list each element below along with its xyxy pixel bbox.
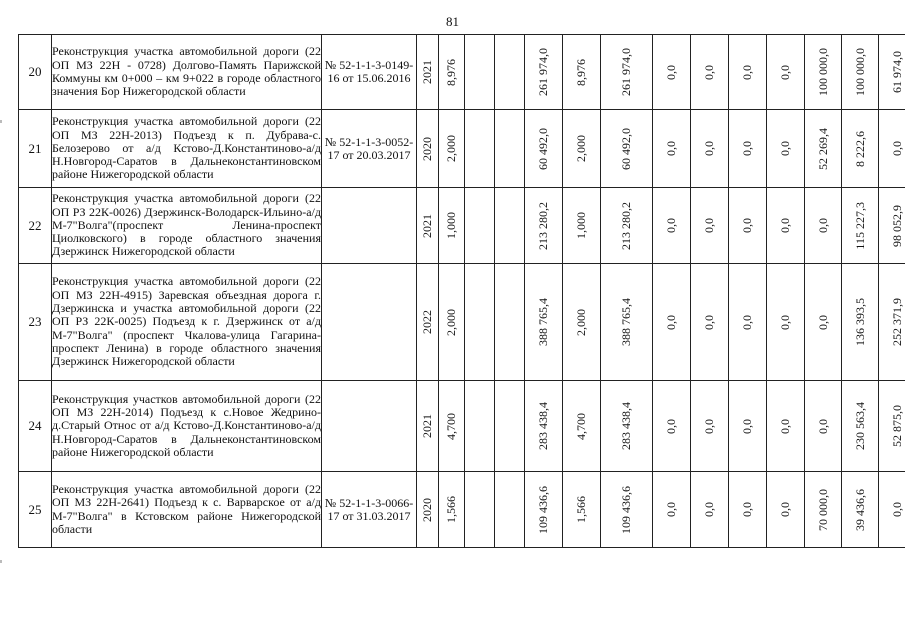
object-name-cell: Реконструкция участка автомобильной дороги (22 ОП МЗ 22Н-4915) Заревская объездная дорога г. Дзержинска и участка автомобильной дороги (22 ОП РЗ 22К-0025) Подъезд к г. Дзержинск от а/д М-7"Волга" (проспект Чкалова-улица Гагарина-проспект Ленина) в городе областного значения Дзержинск Нижегородской области — [52, 264, 322, 381]
empty-cell-cell — [465, 188, 495, 264]
funding-value-cell — [805, 264, 842, 381]
scan-edge-mark — [0, 120, 2, 123]
commissioning-year-cell — [417, 188, 439, 264]
funding-value-cell — [729, 264, 767, 381]
period-total-cost: 60 492,0 — [619, 127, 633, 170]
length-km: 1,566 — [444, 496, 458, 523]
funding-value-cell — [842, 264, 879, 381]
total-cost: 261 974,0 — [536, 48, 550, 96]
funding-value-cell — [842, 110, 879, 188]
commissioning-year: 2021 — [420, 414, 434, 438]
commissioning-year: 2021 — [420, 60, 434, 84]
total-cost: 388 765,4 — [536, 298, 550, 346]
expertise-document-cell — [322, 381, 417, 472]
funding-value-cell — [729, 381, 767, 472]
period-total-cost-cell — [601, 110, 653, 188]
period-length-km: 2,000 — [574, 135, 588, 162]
funding-value-cell — [729, 110, 767, 188]
funding-value: 0,0 — [664, 502, 678, 517]
row-number-cell: 20 — [19, 35, 52, 110]
period-length-km-cell — [563, 381, 601, 472]
funding-value-cell — [805, 381, 842, 472]
length-km: 1,000 — [444, 212, 458, 239]
funding-value-cell — [879, 264, 905, 381]
period-length-km-cell — [563, 264, 601, 381]
empty-cell-cell — [465, 110, 495, 188]
period-length-km-cell — [563, 35, 601, 110]
total-cost-cell — [525, 35, 563, 110]
funding-value-cell — [729, 35, 767, 110]
funding-value: 0,0 — [702, 418, 716, 434]
empty-cell-cell — [495, 110, 525, 188]
funding-value-cell — [691, 381, 729, 472]
funding-value: 0,0 — [815, 314, 830, 330]
period-total-cost: 213 280,2 — [619, 201, 633, 250]
empty-cell-cell — [495, 264, 525, 381]
funding-value: 0,0 — [740, 64, 754, 80]
funding-value: 52 269,4 — [815, 127, 830, 170]
period-total-cost: 261 974,0 — [619, 48, 633, 96]
funding-value: 0,0 — [740, 418, 754, 434]
period-total-cost-cell — [601, 472, 653, 548]
funding-value: 8 222,6 — [852, 130, 867, 167]
empty-cell-cell — [465, 381, 495, 472]
length-km: 2,000 — [444, 308, 458, 336]
commissioning-year-cell — [417, 35, 439, 110]
funding-value: 0,0 — [778, 141, 792, 156]
funding-value: 0,0 — [740, 141, 754, 156]
table-row — [19, 472, 905, 548]
funding-value-cell — [767, 381, 805, 472]
funding-value: 0,0 — [889, 502, 904, 517]
funding-value-cell — [767, 188, 805, 264]
funding-value: 0,0 — [815, 418, 830, 434]
funding-value: 0,0 — [778, 218, 792, 233]
funding-value: 52 875,0 — [889, 405, 904, 447]
funding-value: 0,0 — [778, 314, 792, 330]
empty-cell-cell — [465, 472, 495, 548]
funding-value: 0,0 — [702, 502, 716, 517]
funding-value: 0,0 — [664, 64, 678, 80]
funding-value: 0,0 — [740, 502, 754, 517]
period-length-km: 4,700 — [574, 412, 588, 440]
length-km-cell — [439, 472, 465, 548]
funding-value: 98 052,9 — [889, 204, 904, 247]
funding-value-cell — [767, 110, 805, 188]
period-length-km: 2,000 — [574, 308, 588, 336]
empty-cell-cell — [495, 35, 525, 110]
funding-value-cell — [879, 110, 905, 188]
row-number-cell: 21 — [19, 110, 52, 188]
funding-value-cell — [729, 188, 767, 264]
funding-value-cell — [805, 188, 842, 264]
funding-value: 39 436,6 — [852, 488, 867, 531]
funding-value-cell — [729, 472, 767, 548]
funding-value-cell — [653, 110, 691, 188]
period-total-cost: 283 438,4 — [619, 402, 633, 450]
funding-value: 70 000,0 — [815, 488, 830, 531]
funding-value: 0,0 — [740, 218, 754, 233]
scan-edge-mark — [0, 560, 2, 563]
funding-value: 0,0 — [664, 418, 678, 434]
length-km-cell — [439, 381, 465, 472]
period-length-km: 1,000 — [574, 212, 588, 239]
table-row — [19, 110, 905, 188]
length-km-cell — [439, 264, 465, 381]
funding-value: 136 393,5 — [852, 298, 867, 346]
funding-value-cell — [842, 381, 879, 472]
period-length-km-cell — [563, 472, 601, 548]
funding-value: 0,0 — [664, 218, 678, 233]
funding-value-cell — [691, 188, 729, 264]
commissioning-year: 2020 — [420, 497, 434, 522]
funding-value: 61 974,0 — [889, 51, 904, 93]
funding-value-cell — [879, 35, 905, 110]
funding-value-cell — [653, 188, 691, 264]
empty-cell-cell — [465, 264, 495, 381]
funding-value: 0,0 — [815, 218, 830, 233]
commissioning-year-cell — [417, 472, 439, 548]
empty-cell-cell — [495, 472, 525, 548]
total-cost-cell — [525, 472, 563, 548]
object-name-cell: Реконструкция участка автомобильной дороги (22 ОП МЗ 22Н-2013) Подъезд к п. Дубрава-с. Белозерово от а/д Кстово-Д.Константиново-а/д Н.Новгород-Саратов в Дальнеконстантиновском районе Нижегородской области — [52, 110, 322, 188]
object-name-cell: Реконструкция участка автомобильной дороги (22 ОП МЗ 22Н - 0728) Долгово-Память Парижской Коммуны км 0+000 – км 9+022 в городе областного значения Бор Нижегородской области — [52, 35, 322, 110]
total-cost: 60 492,0 — [536, 127, 550, 170]
funding-value: 0,0 — [702, 64, 716, 80]
funding-value: 252 371,9 — [889, 298, 904, 346]
expertise-document-cell: № 52-1-1-3-0066-17 от 31.03.2017 — [322, 472, 417, 548]
commissioning-year: 2022 — [420, 310, 434, 334]
funding-value-cell — [842, 35, 879, 110]
funding-value: 100 000,0 — [852, 48, 867, 96]
table-row — [19, 188, 905, 264]
funding-value: 0,0 — [664, 141, 678, 156]
total-cost: 109 436,6 — [536, 485, 550, 534]
commissioning-year-cell — [417, 264, 439, 381]
funding-value-cell — [653, 472, 691, 548]
funding-value-cell — [767, 472, 805, 548]
row-number-cell: 25 — [19, 472, 52, 548]
funding-value: 100 000,0 — [815, 48, 830, 96]
empty-cell-cell — [495, 381, 525, 472]
object-name-cell: Реконструкция участка автомобильной дороги (22 ОП РЗ 22К-0026) Дзержинск-Володарск-Ильино-а/д М-7"Волга"(проспект Ленина-проспект Циолковского) в городе областного значения Дзержинск Нижегородской области — [52, 188, 322, 264]
funding-value-cell — [653, 381, 691, 472]
funding-value-cell — [691, 472, 729, 548]
commissioning-year: 2021 — [420, 213, 434, 238]
total-cost-cell — [525, 381, 563, 472]
funding-value: 0,0 — [702, 141, 716, 156]
total-cost-cell — [525, 264, 563, 381]
funding-value-cell — [842, 472, 879, 548]
period-length-km-cell — [563, 188, 601, 264]
funding-value: 230 563,4 — [852, 402, 867, 450]
funding-value: 0,0 — [778, 64, 792, 80]
period-total-cost-cell — [601, 35, 653, 110]
funding-value: 0,0 — [778, 502, 792, 517]
funding-value-cell — [691, 264, 729, 381]
funding-value-cell — [879, 472, 905, 548]
table-row — [19, 264, 905, 381]
expertise-document-cell — [322, 188, 417, 264]
total-cost-cell — [525, 110, 563, 188]
funding-value-cell — [767, 264, 805, 381]
funding-value-cell — [879, 381, 905, 472]
expertise-document-cell: № 52-1-1-3-0149-16 от 15.06.2016 — [322, 35, 417, 110]
period-length-km: 1,566 — [574, 496, 588, 523]
funding-value: 0,0 — [740, 314, 754, 330]
funding-value-cell — [805, 110, 842, 188]
funding-value: 115 227,3 — [852, 201, 867, 250]
funding-value: 0,0 — [889, 141, 904, 156]
table-row — [19, 35, 905, 110]
length-km-cell — [439, 110, 465, 188]
commissioning-year-cell — [417, 381, 439, 472]
period-total-cost: 109 436,6 — [619, 485, 633, 534]
expertise-document-cell: № 52-1-1-3-0052-17 от 20.03.2017 — [322, 110, 417, 188]
period-total-cost-cell — [601, 264, 653, 381]
period-total-cost-cell — [601, 188, 653, 264]
empty-cell-cell — [465, 35, 495, 110]
length-km: 2,000 — [444, 135, 458, 162]
funding-value: 0,0 — [664, 314, 678, 330]
period-length-km: 8,976 — [574, 58, 588, 86]
length-km: 4,700 — [444, 412, 458, 440]
object-name-cell: Реконструкция участка автомобильной дороги (22 ОП МЗ 22Н-2641) Подъезд к с. Варварское от а/д М-7"Волга" в Кстовском районе Нижегородской области — [52, 472, 322, 548]
funding-value-cell — [653, 35, 691, 110]
total-cost: 283 438,4 — [536, 402, 550, 450]
registry-table — [18, 34, 905, 548]
length-km-cell — [439, 35, 465, 110]
funding-value-cell — [805, 35, 842, 110]
period-total-cost-cell — [601, 381, 653, 472]
commissioning-year: 2020 — [420, 136, 434, 161]
object-name-cell: Реконструкция участков автомобильной дороги (22 ОП МЗ 22Н-2014) Подъезд к с.Новое Жедрино-д.Старый Относ от а/д Кстово-Д.Константиново-а/д Н.Новгород-Саратов в Дальнеконстантиновском районе Нижегородской области — [52, 381, 322, 472]
period-length-km-cell — [563, 110, 601, 188]
period-total-cost: 388 765,4 — [619, 298, 633, 346]
page-number: 81 — [446, 14, 459, 29]
funding-value: 0,0 — [702, 218, 716, 233]
funding-value-cell — [842, 188, 879, 264]
funding-value: 0,0 — [778, 418, 792, 434]
length-km-cell — [439, 188, 465, 264]
funding-value-cell — [805, 472, 842, 548]
funding-value: 0,0 — [702, 314, 716, 330]
funding-value-cell — [691, 110, 729, 188]
total-cost-cell — [525, 188, 563, 264]
expertise-document-cell — [322, 264, 417, 381]
row-number-cell: 23 — [19, 264, 52, 381]
funding-value-cell — [767, 35, 805, 110]
funding-value-cell — [879, 188, 905, 264]
empty-cell-cell — [495, 188, 525, 264]
total-cost: 213 280,2 — [536, 201, 550, 250]
commissioning-year-cell — [417, 110, 439, 188]
row-number-cell: 24 — [19, 381, 52, 472]
funding-value-cell — [653, 264, 691, 381]
table-row — [19, 381, 905, 472]
row-number-cell: 22 — [19, 188, 52, 264]
length-km: 8,976 — [444, 58, 458, 86]
funding-value-cell — [691, 35, 729, 110]
